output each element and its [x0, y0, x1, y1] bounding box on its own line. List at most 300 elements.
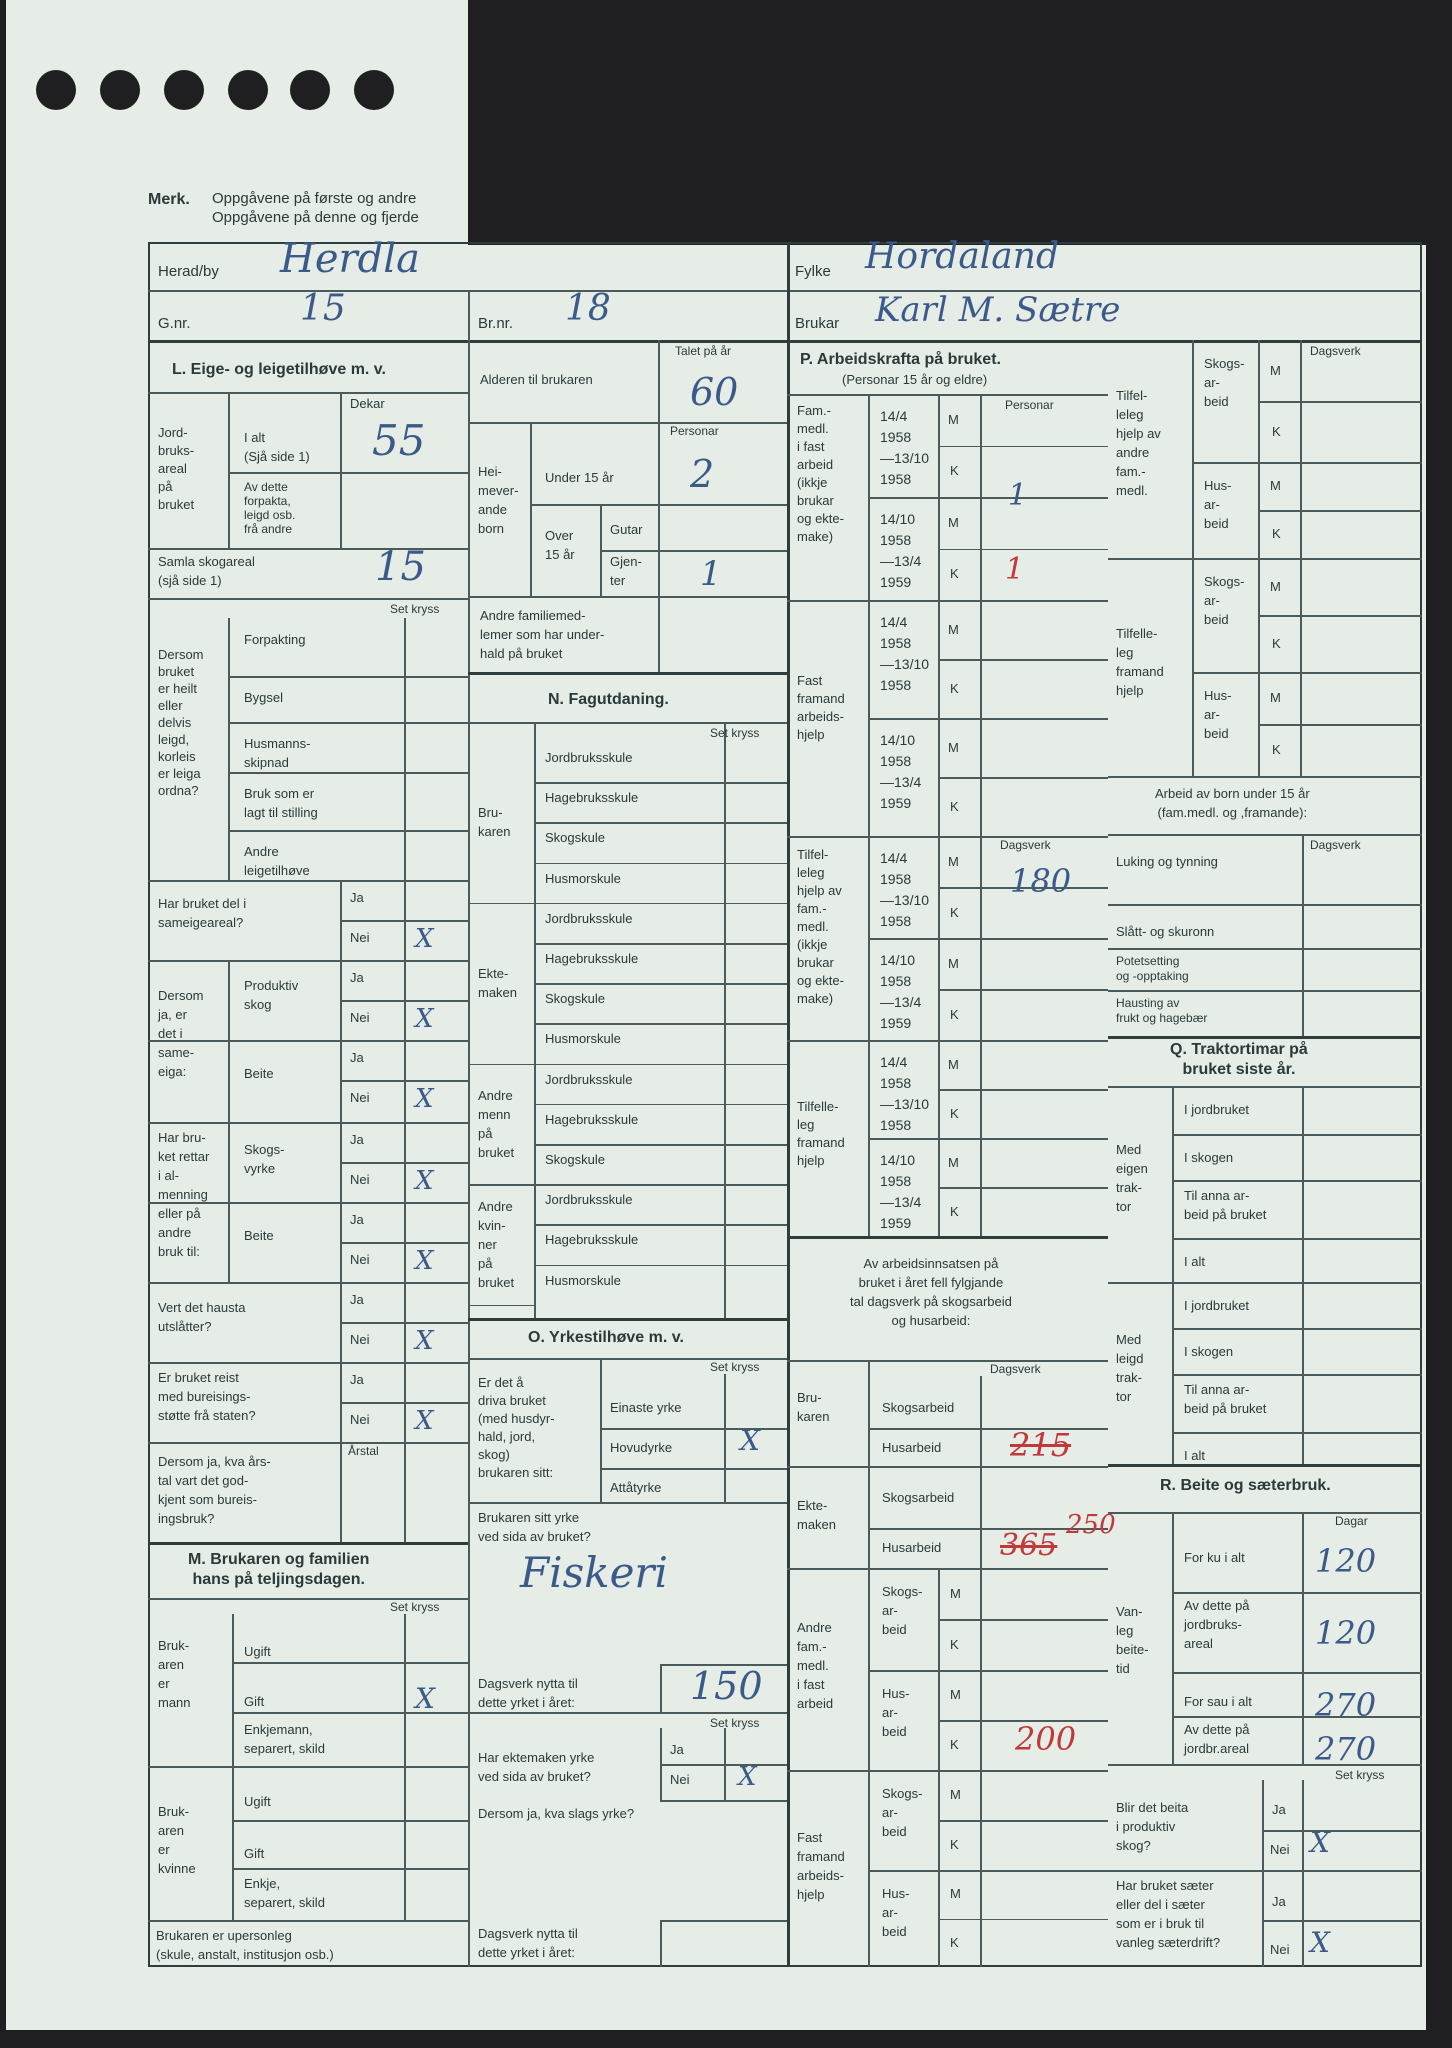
rule: [1108, 834, 1422, 836]
rule: [534, 1023, 787, 1025]
traktor-item: I skogen: [1184, 1344, 1234, 1359]
m-label-q: M: [1270, 362, 1281, 378]
section-q-title: Q. Traktortimar på bruket siste år.: [1170, 1041, 1308, 1078]
rule: [148, 392, 468, 394]
brnr-label: Br.nr.: [478, 315, 514, 332]
k-label-sub: K: [950, 1636, 959, 1652]
rule: [468, 1305, 534, 1307]
rettar-label: Har bru- ket rettar i al- menning eller på andre bruk til:: [158, 1130, 210, 1259]
dagsverk-q: Dagsverk nytta til dette yrket i året:: [478, 1676, 578, 1710]
section-m-title: M. Brukaren og familien hans på teljingsdagen.: [188, 1551, 370, 1588]
o-item: Einaste yrke: [610, 1400, 682, 1415]
rule: [534, 1224, 787, 1226]
o-item: Attåtyrke: [610, 1480, 662, 1495]
k-label: K: [950, 1203, 959, 1219]
rule: [148, 598, 468, 600]
produktiv-ja: Ja: [1272, 1802, 1286, 1817]
n-item: Skogskule: [545, 991, 605, 1007]
rule: [1172, 1180, 1422, 1182]
p-sub-label: Skogs- ar- beid: [882, 1584, 923, 1637]
driva-label: Er det å driva bruket (med husdyr- hald, jord, skog) brukaren sitt:: [478, 1375, 555, 1480]
born-item: Luking og tynning: [1116, 854, 1218, 869]
r-item: Av dette på jordbruks- areal: [1184, 1598, 1250, 1651]
traktor-item: I alt: [1184, 1254, 1205, 1269]
m-label-sub: M: [950, 1787, 961, 1802]
cross-mark: X: [415, 1406, 434, 1436]
rule: [1172, 1592, 1422, 1594]
k-label: K: [950, 566, 959, 582]
traktor-item: I jordbruket: [1184, 1102, 1250, 1117]
skog-value: 15: [375, 544, 426, 590]
rule: [468, 422, 787, 424]
personar-header: Personar: [670, 424, 719, 438]
gjenter-value: 1: [700, 554, 722, 594]
section-n-title: N. Fagutdaning.: [548, 691, 669, 708]
sameige-q: Har bruket del i sameigeareal?: [158, 896, 247, 930]
talet-header: Talet på år: [675, 344, 732, 358]
rule: [600, 1468, 787, 1470]
dark-background-right2: [1426, 245, 1452, 2048]
rule: [868, 1428, 1108, 1430]
rule: [232, 1662, 468, 1664]
rule: [468, 722, 787, 724]
heime-label: Hei- mever- ande born: [478, 464, 519, 536]
k-label-q: K: [1272, 742, 1281, 757]
brukar-label: Brukar: [795, 315, 840, 332]
ordna-item: Forpakting: [244, 632, 306, 647]
rule: [1108, 1282, 1422, 1284]
n-item: Hagebruksskule: [545, 1232, 639, 1248]
traktor-item: Til anna ar- beid på bruket: [1184, 1188, 1267, 1222]
ja-label: Ja: [350, 1372, 364, 1387]
o-item: Hovudyrke: [610, 1440, 673, 1455]
k-label: K: [950, 463, 959, 479]
ja-label: Ja: [350, 1292, 364, 1307]
rule: [228, 1040, 340, 1042]
n-group-label: Ekte- maken: [478, 966, 518, 1001]
rule: [938, 549, 1108, 551]
rule: [1172, 1672, 1422, 1674]
upersonleg-label: Brukaren er upersonleg (skule, anstalt, institusjon osb.): [156, 1928, 334, 1962]
rule: [228, 830, 468, 832]
period-label: 14/10 1958 —13/4 1959: [880, 732, 922, 811]
utslatter-label: Vert det hausta utslåtter?: [158, 1300, 246, 1334]
q-sub-label: Skogs- ar- beid: [1204, 574, 1245, 627]
n-item: Jordbruksskule: [545, 1071, 633, 1087]
n-item: Husmorskule: [545, 1031, 621, 1047]
rule: [787, 242, 790, 1967]
fam-k2-value: 1: [1005, 552, 1025, 587]
period-label: 14/4 1958 —13/10 1958: [880, 850, 930, 929]
rule: [938, 659, 1108, 661]
rule: [468, 596, 787, 598]
traktor-item: I skogen: [1184, 1150, 1234, 1165]
produktiv-label: Produktiv skog: [244, 978, 299, 1012]
m-label: M: [948, 621, 959, 637]
br-hus-value: 215: [1010, 1426, 1072, 1464]
enkjemann-label: Enkjemann, separert, skild: [244, 1722, 325, 1756]
rule: [228, 676, 468, 678]
fylke-label: Fylke: [795, 263, 831, 280]
born-label: Arbeid av born under 15 år (fam.medl. og ,framande):: [1155, 786, 1310, 820]
rule: [1108, 990, 1422, 992]
under15-value: 2: [690, 452, 715, 496]
merk-line2: Oppgåvene på denne og fjerde: [212, 209, 419, 226]
r-value: 120: [1315, 1614, 1377, 1652]
rule: [1262, 1780, 1264, 1967]
saeter-ja: Ja: [1272, 1894, 1286, 1909]
rule: [534, 983, 787, 985]
p-block-label: Tilfel- leleg hjelp av fam.- medl. (ikkje brukar og ekte- make): [797, 847, 844, 1006]
r-value: 120: [1315, 1542, 1377, 1580]
yrke-q: Brukaren sitt yrke ved sida av bruket?: [478, 1510, 591, 1544]
traktor-item: I alt: [1184, 1448, 1205, 1463]
k-label-sub: K: [950, 1837, 959, 1852]
rule: [148, 880, 468, 882]
rule: [868, 1138, 1108, 1140]
herad-value: Herdla: [280, 236, 420, 282]
cross-mark: X: [415, 1084, 434, 1114]
brukar-value: Karl M. Sætre: [875, 290, 1121, 330]
rule: [868, 497, 1108, 499]
produktiv-cross: X: [1310, 1826, 1330, 1859]
rule: [228, 618, 230, 880]
punch-hole: [36, 70, 76, 110]
dark-background-right: [468, 0, 1452, 245]
rule: [660, 1920, 787, 1922]
set-kryss-o: Set kryss: [710, 1360, 760, 1374]
n-group-label: Andre kvin- ner på bruket: [478, 1199, 515, 1290]
skog-label: Samla skogareal (sjå side 1): [158, 554, 255, 588]
nei-label: Nei: [350, 1090, 370, 1105]
rule: [980, 1376, 982, 1967]
m-label: M: [948, 411, 959, 427]
i-alt-label: I alt (Sjå side 1): [244, 430, 310, 464]
traktor-item: I jordbruket: [1184, 1298, 1250, 1313]
ekte-nei: Nei: [670, 1772, 690, 1787]
rule: [1108, 1870, 1422, 1872]
cross-mark: X: [415, 1326, 434, 1356]
produktiv-q: Blir det beita i produktiv skog?: [1116, 1800, 1189, 1853]
ordna-item: Bruk som er lagt til stilling: [244, 786, 318, 820]
rule: [1108, 1464, 1422, 1467]
leigd-label: Med leigd trak- tor: [1116, 1332, 1144, 1404]
section-p-title: P. Arbeidskrafta på bruket.: [800, 351, 1001, 368]
rule: [1108, 558, 1422, 560]
rule: [938, 1919, 1108, 1921]
rule: [468, 290, 470, 1967]
nei-label: Nei: [350, 1172, 370, 1187]
rule: [868, 1670, 1108, 1672]
k-label: K: [950, 904, 959, 920]
personar-p: Personar: [1005, 398, 1054, 412]
k-label: K: [950, 1105, 959, 1121]
rule: [787, 600, 1108, 602]
m-label: M: [948, 739, 959, 755]
rule: [534, 1184, 787, 1186]
rule: [340, 1080, 468, 1082]
m-label-sub: M: [950, 1687, 961, 1702]
period-label: 14/10 1958 —13/4 1959: [880, 952, 922, 1031]
rule: [534, 722, 536, 1318]
rule: [938, 1089, 1108, 1091]
nei-label: Nei: [350, 930, 370, 945]
tilfel-q-label: Tilfel- leleg hjelp av andre fam.- medl.: [1116, 388, 1161, 498]
merk-line1: Oppgåvene på første og andre: [212, 190, 417, 207]
rule: [534, 903, 787, 905]
cross-mark: X: [415, 1004, 434, 1034]
p-subtitle: (Personar 15 år og eldre): [842, 372, 988, 387]
ja-label: Ja: [350, 1050, 364, 1065]
ekte-hus-new: 250: [1066, 1510, 1116, 1540]
q-sub-label: Hus- ar- beid: [1204, 688, 1232, 741]
born-item: Potetsetting og -opptaking: [1116, 954, 1189, 983]
dagsverk2-q: Dagsverk nytta til dette yrket i året:: [478, 1926, 578, 1960]
beite-label-2: Beite: [244, 1228, 274, 1243]
rule: [468, 1184, 534, 1186]
saeter-cross: X: [1310, 1926, 1330, 1959]
vanleg-label: Van- leg beite- tid: [1116, 1604, 1149, 1676]
rule: [868, 1360, 870, 1967]
p-sub-label: Hus- ar- beid: [882, 1686, 910, 1739]
n-item: Hagebruksskule: [545, 790, 639, 806]
r-item: For ku i alt: [1184, 1550, 1245, 1565]
rule: [228, 472, 468, 474]
rule: [340, 1162, 468, 1164]
dagar-header: Dagar: [1335, 1514, 1368, 1528]
rule: [787, 1236, 1108, 1239]
n-group-label: Andre menn på bruket: [478, 1087, 515, 1160]
k-label-q: K: [1272, 635, 1281, 651]
rule: [534, 822, 787, 824]
brnr-value: 18: [565, 288, 611, 329]
under15-label: Under 15 år: [545, 470, 614, 485]
skogsarbeid-2: Skogsarbeid: [882, 1490, 955, 1505]
rule: [1262, 1920, 1422, 1922]
rule: [1108, 1512, 1422, 1514]
fylke-value: Hordaland: [865, 236, 1059, 277]
rule: [340, 1402, 468, 1404]
rule: [228, 1202, 340, 1204]
rule: [1302, 834, 1304, 1036]
ekte-hus-old: 365: [1000, 1528, 1058, 1563]
set-kryss-r: Set kryss: [1335, 1768, 1385, 1782]
k-label-sub: K: [950, 1934, 959, 1950]
ordna-item: Husmanns- skipnad: [244, 736, 311, 770]
rule: [787, 1770, 1108, 1772]
punch-hole: [164, 70, 204, 110]
rule: [868, 1870, 1108, 1872]
gnr-label: G.nr.: [158, 315, 191, 332]
herad-label: Herad/by: [158, 263, 219, 280]
ja-label: Ja: [350, 1212, 364, 1227]
rule: [787, 1360, 1108, 1362]
rule: [980, 394, 982, 1236]
rule: [1258, 724, 1422, 726]
rule: [228, 392, 230, 548]
saeter-nei: Nei: [1270, 1942, 1290, 1957]
m-label-q: M: [1270, 578, 1281, 594]
ugift-label-2: Ugift: [244, 1794, 271, 1809]
dark-background-bottom: [0, 2030, 1452, 2048]
rule: [1172, 1086, 1174, 1464]
m-label: M: [948, 853, 959, 869]
m-label-sub: M: [950, 1585, 961, 1601]
punch-hole: [228, 70, 268, 110]
p-block-label: Fam.- medl. i fast arbeid (ikkje brukar og ekte- make): [797, 403, 844, 544]
rule: [148, 1362, 468, 1364]
period-label: 14/4 1958 —13/10 1958: [880, 614, 930, 693]
rule: [660, 1664, 662, 1712]
ja-label: Ja: [350, 970, 364, 985]
m-label: M: [948, 514, 959, 530]
set-kryss-m: Set kryss: [390, 1600, 440, 1614]
rule: [1172, 1238, 1422, 1240]
rule: [534, 1064, 787, 1066]
rule: [1172, 1134, 1422, 1136]
dagsverk-value: 150: [690, 1664, 763, 1708]
gift-label-2: Gift: [244, 1846, 265, 1861]
husarbeid-2: Husarbeid: [882, 1540, 942, 1555]
alder-value: 60: [690, 370, 739, 414]
p-block-label: Tilfelle- leg framand hjelp: [797, 1099, 845, 1168]
rule: [534, 863, 787, 865]
gnr-value: 15: [300, 288, 346, 329]
dagsverk-q-top: Dagsverk: [1310, 344, 1361, 358]
period-label: 14/10 1958 —13/4 1959: [880, 1152, 922, 1231]
rule: [1172, 1716, 1422, 1718]
rule: [1302, 1780, 1304, 1967]
section-o-title: O. Yrkestilhøve m. v.: [528, 1329, 684, 1346]
nei-label: Nei: [350, 1252, 370, 1267]
rule: [148, 1442, 468, 1444]
rule: [340, 1242, 468, 1244]
rule: [660, 1920, 662, 1967]
dekar-header: Dekar: [350, 396, 385, 411]
k-label: K: [950, 1006, 959, 1022]
r-value: 270: [1315, 1730, 1377, 1768]
rule: [1172, 1512, 1174, 1764]
rule: [228, 772, 468, 774]
rule: [660, 1764, 787, 1766]
k-label: K: [950, 798, 959, 814]
section-l-title: L. Eige- og leigetilhøve m. v.: [172, 361, 386, 378]
rule: [938, 1619, 1108, 1621]
m-label: M: [948, 955, 959, 971]
i-alt-value: 55: [372, 416, 426, 465]
cross-mark: X: [415, 1246, 434, 1276]
rule: [868, 394, 870, 1236]
rule: [1258, 510, 1422, 512]
rule: [530, 504, 787, 506]
k-label: K: [950, 680, 959, 696]
m-label: M: [948, 1154, 959, 1170]
cross-mark: X: [415, 1166, 434, 1196]
tilfelle-q-label: Tilfelle- leg framand hjelp: [1116, 626, 1164, 698]
period-label: 14/4 1958 —13/10 1958: [880, 1054, 930, 1133]
kva-slags-q: Dersom ja, kva slags yrke?: [478, 1806, 635, 1821]
rule: [938, 989, 1108, 991]
av-dette-label: Av dette forpakta, leigd osb. frå andre: [244, 480, 296, 536]
nei-label: Nei: [350, 1332, 370, 1347]
n-item: Jordbruksskule: [545, 750, 633, 765]
rule: [868, 938, 1108, 940]
nei-label: Nei: [350, 1412, 370, 1427]
husarbeid-1: Husarbeid: [882, 1440, 942, 1455]
m-label-q: M: [1270, 478, 1281, 493]
traktor-item: Til anna ar- beid på bruket: [1184, 1382, 1267, 1416]
m-label-q: M: [1270, 690, 1281, 705]
rule: [1108, 776, 1422, 778]
k-label-q: K: [1272, 423, 1281, 439]
rule: [1262, 1830, 1422, 1832]
n-item: Jordbruksskule: [545, 910, 633, 926]
dersom-ja-label: Dersom ja, er det i same- eiga:: [158, 988, 204, 1079]
rule: [232, 1868, 468, 1870]
p-block-label: Fast framand arbeids- hjelp: [797, 673, 845, 742]
set-kryss-n: Set kryss: [710, 726, 760, 740]
k-label-q: K: [1272, 526, 1281, 541]
rule: [530, 422, 532, 596]
m-label: M: [948, 1056, 959, 1072]
rule: [1302, 1086, 1304, 1464]
andre-hus-k-value: 200: [1015, 1720, 1077, 1758]
rule: [534, 1265, 787, 1267]
dagsverk-p2: Dagsverk: [990, 1362, 1041, 1376]
rule: [1302, 1512, 1304, 1764]
ja-label: Ja: [350, 1132, 364, 1147]
enkje-label: Enkje, separert, skild: [244, 1876, 325, 1910]
rule: [232, 1820, 468, 1822]
p-sub-label: Skogs- ar- beid: [882, 1786, 923, 1839]
andre-label: Andre familiemed- lemer som har under- hald på bruket: [480, 608, 605, 661]
rule: [148, 1766, 468, 1768]
gift-label: Gift: [244, 1694, 265, 1709]
ugift-label: Ugift: [244, 1644, 271, 1659]
rule: [1258, 401, 1422, 403]
dersom-label: Dersom bruket er heilt eller delvis leigd, korleis er leiga ordna?: [158, 647, 204, 798]
jord-label: Jord- bruks- areal på bruket: [158, 425, 195, 512]
set-kryss-l: Set kryss: [390, 602, 440, 616]
kvinne-label: Bruk- aren er kvinne: [158, 1804, 196, 1876]
r-item: Av dette på jordbr.areal: [1184, 1722, 1250, 1756]
rule: [340, 920, 468, 922]
rule: [1192, 462, 1422, 464]
av-arbeid-label: Av arbeidsinnsatsen på bruket i året fell fylgjande tal dagsverk på skogsarbeid og husarbeid:: [850, 1256, 1012, 1328]
gift-cross: X: [415, 1682, 435, 1715]
rule: [787, 1568, 1108, 1570]
n-item: Skogskule: [545, 830, 605, 846]
rule: [600, 1358, 602, 1502]
rule: [938, 1820, 1108, 1822]
ekte-ja: Ja: [670, 1742, 684, 1757]
rule: [468, 1318, 787, 1321]
rule: [148, 340, 1422, 343]
rule: [660, 1800, 787, 1802]
section-r-title: R. Beite og sæterbruk.: [1160, 1477, 1331, 1494]
yrke-value: Fiskeri: [520, 1548, 668, 1597]
gutar-label: Gutar: [610, 522, 643, 537]
n-item: Hagebruksskule: [545, 1111, 639, 1127]
fam-k1-value: 1: [1008, 478, 1028, 513]
n-group-label: Bru- karen: [478, 805, 511, 840]
born-item: Hausting av frukt og hagebær: [1116, 996, 1208, 1025]
alder-label: Alderen til brukaren: [480, 372, 593, 387]
rule: [787, 1466, 1108, 1468]
nei-label: Nei: [350, 1010, 370, 1025]
ekte-nei-cross: X: [738, 1762, 757, 1792]
q-sub-label: Hus- ar- beid: [1204, 478, 1232, 531]
